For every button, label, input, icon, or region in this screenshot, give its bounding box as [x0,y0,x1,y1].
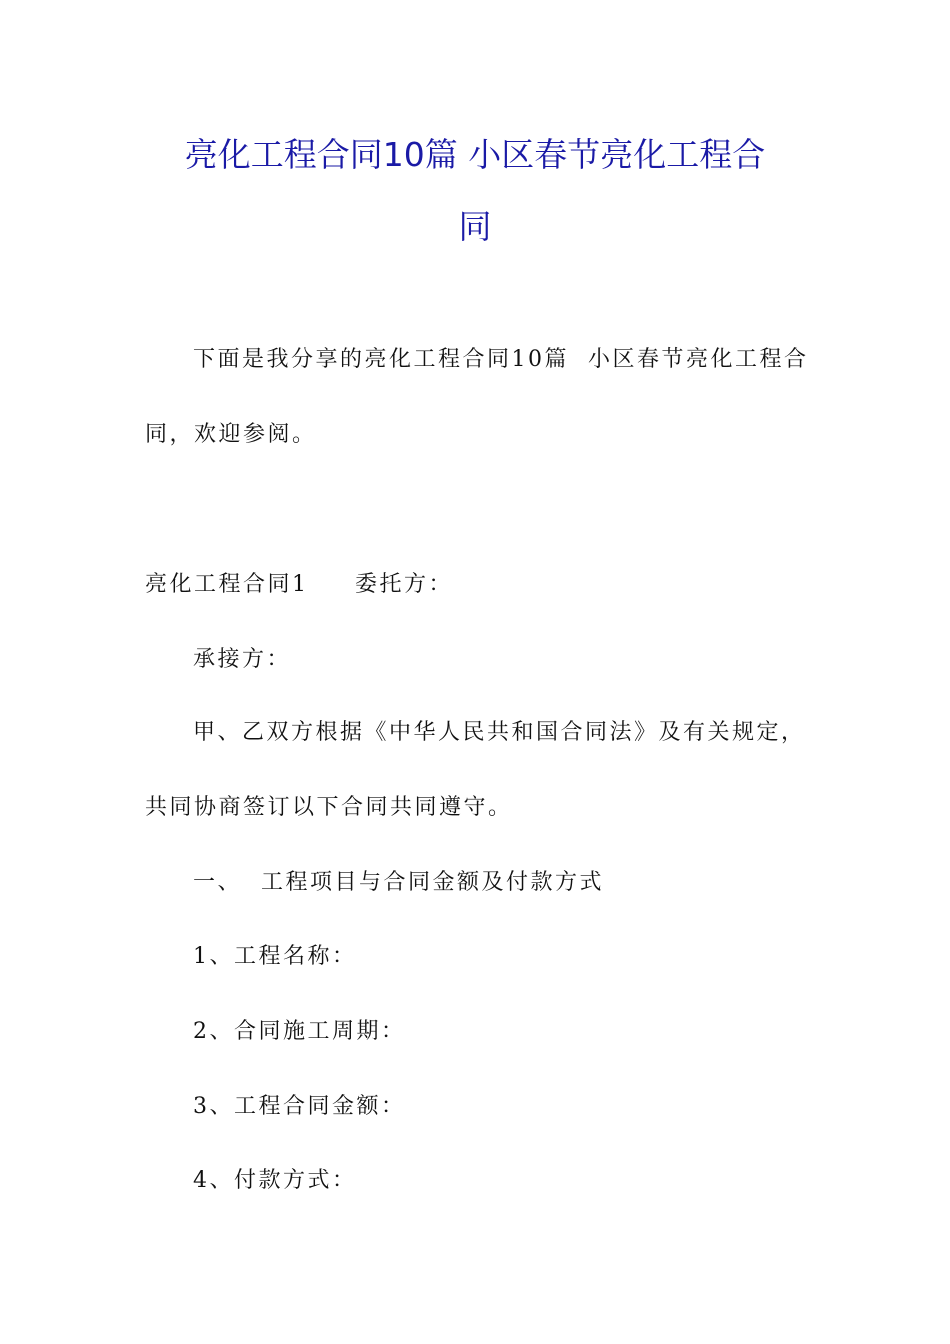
item-payment-method: 4、付款方式： [193,1168,357,1193]
item-contract-amount: 3、工程合同金额： [193,1094,406,1119]
intro-paragraph-line-2: 同，欢迎参阅。 [145,422,317,447]
entrusting-party-label: 委托方： [355,572,454,597]
contractor-label: 承接方： [193,647,292,672]
item-project-name: 1、工程名称： [193,944,357,969]
preamble-line-1: 甲、乙双方根据《中华人民共和国合同法》及有关规定， [193,720,806,745]
item-construction-period: 2、合同施工周期： [193,1019,406,1044]
intro-paragraph-line-1: 下面是我分享的亮化工程合同10篇 小区春节亮化工程合 [193,347,809,372]
document-title-line-1: 亮化工程合同10篇 小区春节亮化工程合 [184,135,766,174]
preamble-line-2: 共同协商签订以下合同共同遵守。 [145,795,513,820]
document-title-line-2: 同 [458,207,492,246]
section-heading: 亮化工程合同1 [145,572,309,597]
clause-1-heading: 一、 工程项目与合同金额及付款方式 [193,870,604,895]
